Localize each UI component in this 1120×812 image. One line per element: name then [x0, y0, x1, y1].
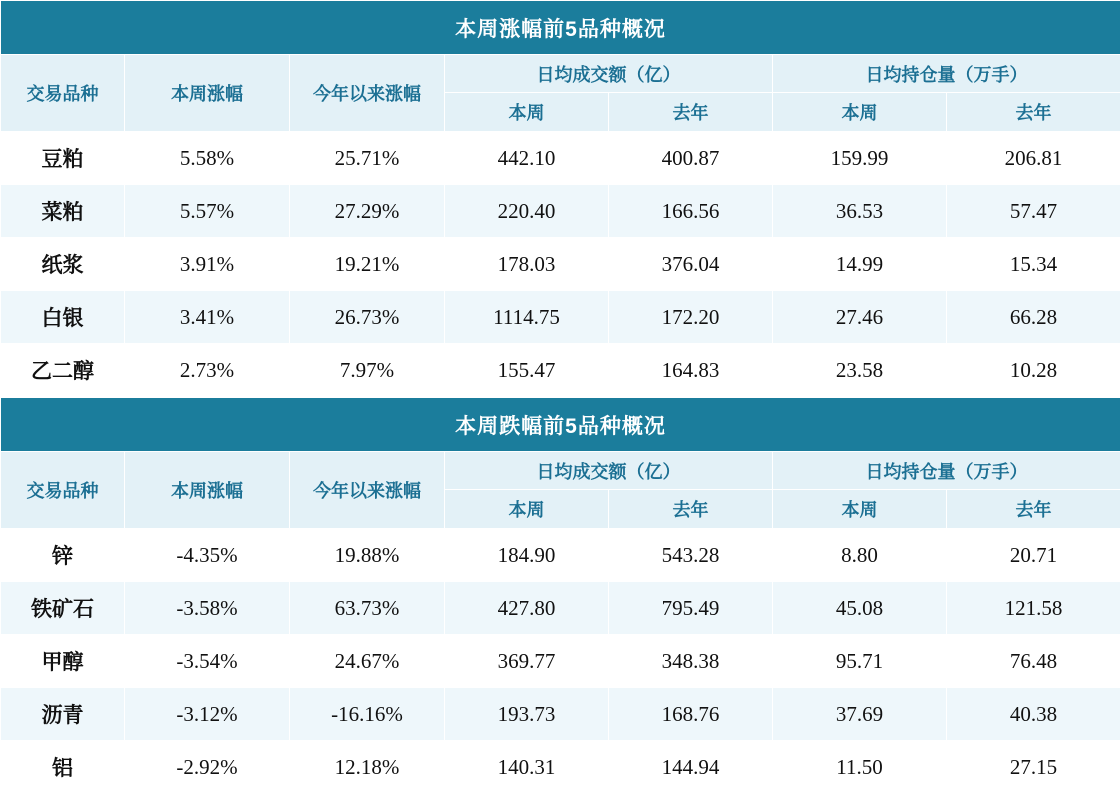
header-product: 交易品种 — [1, 452, 125, 529]
cell-week-change: 5.58% — [125, 132, 290, 185]
cell-ytd-change: 26.73% — [290, 291, 445, 344]
losers-banner-title: 本周跌幅前5品种概况 — [1, 398, 1120, 452]
cell-oi-week: 23.58 — [773, 344, 947, 397]
cell-oi-last: 40.38 — [947, 688, 1120, 741]
cell-oi-last: 76.48 — [947, 635, 1120, 688]
cell-product: 乙二醇 — [1, 344, 125, 397]
cell-turnover-week: 178.03 — [445, 238, 609, 291]
losers-header-row-1 — [1, 452, 1120, 490]
header-ytd-change: 今年以来涨幅 — [290, 55, 445, 132]
cell-turnover-last: 348.38 — [609, 635, 773, 688]
cell-oi-last: 27.15 — [947, 741, 1120, 794]
gainers-banner-title: 本周涨幅前5品种概况 — [1, 1, 1120, 55]
cell-oi-week: 11.50 — [773, 741, 947, 794]
header-week-change: 本周涨幅 — [125, 55, 290, 132]
cell-turnover-last: 144.94 — [609, 741, 773, 794]
table-row — [1, 291, 1120, 344]
header-group-openinterest: 日均持仓量（万手） — [773, 55, 1120, 93]
cell-turnover-week: 155.47 — [445, 344, 609, 397]
gainers-table — [0, 0, 1120, 397]
cell-product: 白银 — [1, 291, 125, 344]
cell-ytd-change: -16.16% — [290, 688, 445, 741]
cell-turnover-week: 442.10 — [445, 132, 609, 185]
table-row — [1, 344, 1120, 397]
cell-product: 菜粕 — [1, 185, 125, 238]
cell-oi-last: 206.81 — [947, 132, 1120, 185]
header-oi-last-year: 去年 — [947, 93, 1120, 132]
table-row — [1, 635, 1120, 688]
cell-ytd-change: 63.73% — [290, 582, 445, 635]
cell-product: 甲醇 — [1, 635, 125, 688]
header-week-change: 本周涨幅 — [125, 452, 290, 529]
cell-ytd-change: 27.29% — [290, 185, 445, 238]
header-turnover-last-year: 去年 — [609, 490, 773, 529]
table-row — [1, 582, 1120, 635]
cell-turnover-last: 164.83 — [609, 344, 773, 397]
cell-oi-week: 14.99 — [773, 238, 947, 291]
cell-oi-last: 15.34 — [947, 238, 1120, 291]
cell-oi-last: 57.47 — [947, 185, 1120, 238]
cell-turnover-last: 166.56 — [609, 185, 773, 238]
cell-ytd-change: 24.67% — [290, 635, 445, 688]
cell-oi-last: 10.28 — [947, 344, 1120, 397]
cell-ytd-change: 19.88% — [290, 529, 445, 582]
header-group-turnover: 日均成交额（亿） — [445, 452, 773, 490]
header-oi-this-week: 本周 — [773, 490, 947, 529]
table-row — [1, 238, 1120, 291]
table-row — [1, 741, 1120, 794]
gainers-banner-row — [1, 1, 1120, 55]
cell-week-change: -2.92% — [125, 741, 290, 794]
losers-banner-row — [1, 398, 1120, 452]
cell-turnover-week: 184.90 — [445, 529, 609, 582]
cell-oi-week: 37.69 — [773, 688, 947, 741]
cell-ytd-change: 19.21% — [290, 238, 445, 291]
table-row — [1, 185, 1120, 238]
cell-turnover-week: 369.77 — [445, 635, 609, 688]
cell-turnover-week: 193.73 — [445, 688, 609, 741]
cell-week-change: -3.12% — [125, 688, 290, 741]
header-group-turnover: 日均成交额（亿） — [445, 55, 773, 93]
header-oi-this-week: 本周 — [773, 93, 947, 132]
cell-oi-last: 20.71 — [947, 529, 1120, 582]
cell-oi-week: 45.08 — [773, 582, 947, 635]
cell-product: 沥青 — [1, 688, 125, 741]
header-turnover-last-year: 去年 — [609, 93, 773, 132]
cell-turnover-week: 220.40 — [445, 185, 609, 238]
cell-week-change: -3.54% — [125, 635, 290, 688]
cell-turnover-last: 376.04 — [609, 238, 773, 291]
cell-ytd-change: 25.71% — [290, 132, 445, 185]
cell-turnover-week: 427.80 — [445, 582, 609, 635]
cell-oi-last: 121.58 — [947, 582, 1120, 635]
cell-turnover-week: 1114.75 — [445, 291, 609, 344]
cell-oi-week: 159.99 — [773, 132, 947, 185]
cell-turnover-last: 795.49 — [609, 582, 773, 635]
cell-product: 铁矿石 — [1, 582, 125, 635]
cell-oi-week: 95.71 — [773, 635, 947, 688]
table-row — [1, 529, 1120, 582]
cell-oi-last: 66.28 — [947, 291, 1120, 344]
table-row — [1, 688, 1120, 741]
cell-week-change: 3.41% — [125, 291, 290, 344]
cell-turnover-week: 140.31 — [445, 741, 609, 794]
cell-oi-week: 8.80 — [773, 529, 947, 582]
cell-product: 豆粕 — [1, 132, 125, 185]
header-product: 交易品种 — [1, 55, 125, 132]
cell-turnover-last: 543.28 — [609, 529, 773, 582]
cell-product: 纸浆 — [1, 238, 125, 291]
cell-week-change: -3.58% — [125, 582, 290, 635]
cell-turnover-last: 172.20 — [609, 291, 773, 344]
losers-table — [0, 397, 1120, 794]
header-oi-last-year: 去年 — [947, 490, 1120, 529]
cell-ytd-change: 7.97% — [290, 344, 445, 397]
cell-oi-week: 36.53 — [773, 185, 947, 238]
cell-week-change: 2.73% — [125, 344, 290, 397]
header-ytd-change: 今年以来涨幅 — [290, 452, 445, 529]
cell-product: 铝 — [1, 741, 125, 794]
table-row — [1, 132, 1120, 185]
header-turnover-this-week: 本周 — [445, 93, 609, 132]
gainers-header-row-1 — [1, 55, 1120, 93]
cell-turnover-last: 168.76 — [609, 688, 773, 741]
header-turnover-this-week: 本周 — [445, 490, 609, 529]
cell-week-change: 5.57% — [125, 185, 290, 238]
cell-turnover-last: 400.87 — [609, 132, 773, 185]
cell-oi-week: 27.46 — [773, 291, 947, 344]
cell-week-change: 3.91% — [125, 238, 290, 291]
cell-ytd-change: 12.18% — [290, 741, 445, 794]
cell-week-change: -4.35% — [125, 529, 290, 582]
cell-product: 锌 — [1, 529, 125, 582]
header-group-openinterest: 日均持仓量（万手） — [773, 452, 1120, 490]
